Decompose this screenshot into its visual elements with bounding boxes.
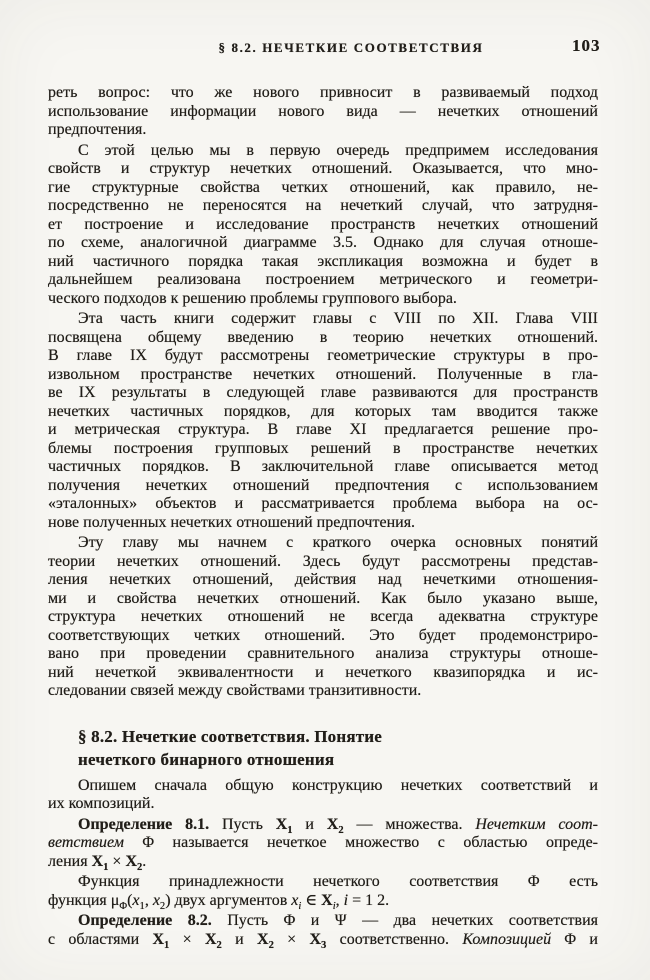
text-line: блемы построения групповых решений в пространстве нечетких xyxy=(48,439,598,457)
paragraph xyxy=(48,816,598,872)
text-line: извольном пространстве нечетких отношений. Полученные в гла- xyxy=(48,365,598,383)
paragraph xyxy=(48,534,598,701)
text-line: свойств и структур нечетких отношений. Оказывается, что мно- xyxy=(48,160,598,177)
text-line: ве IX результаты в следующей главе развиваются для пространств xyxy=(48,384,598,401)
text-line: ления $X_1 \times X_2$. xyxy=(48,852,147,873)
text-line: «эталонных» объектов и рассматривается проблема выбора на ос- xyxy=(48,495,598,512)
text-line: В главе IX будут рассмотрены геометрические структуры в про- xyxy=(48,347,598,364)
page-number: 103 xyxy=(572,36,601,55)
text-line: С этой целью мы в первую очередь предпримем исследования xyxy=(78,141,598,159)
section-heading-line: нечеткого бинарного отношения xyxy=(78,749,335,769)
text-line: посредственно не переносятся на нечеткий случай, что затрудня- xyxy=(48,197,598,214)
paragraph xyxy=(48,142,598,309)
paragraph xyxy=(48,84,598,140)
text-line: дальнейшем реализована построением метрического и геометри- xyxy=(48,271,598,288)
text-line: нечетких частичных порядков, для которых там вводится также xyxy=(48,402,598,420)
paragraph xyxy=(48,777,598,814)
text-line: Опишем сначала общую конструкцию нечетких соответствий и xyxy=(78,776,598,794)
text-line: и метрическая структура. В главе XI предлагается решение про- xyxy=(48,421,598,438)
text-line: их композиций. xyxy=(48,795,155,812)
paragraph xyxy=(48,873,598,910)
text-line: реть вопрос: что же нового привносит в развиваемый подход xyxy=(48,84,598,101)
text-line: Эта часть книги содержит главы с VIII по XII. Глава VIII xyxy=(78,310,598,327)
text-line: функция $\mu_\Phi(x_1$, $x_2$) двух аргументов $x_i$ ∈ $X_i$, i = 1 2. xyxy=(48,891,390,912)
text-line: Определение 8.2. Пусть Φ и Ψ — два нечетких соответствия xyxy=(78,912,598,929)
text-line: частичных порядков. В заключительной главе описывается метод xyxy=(48,458,598,475)
text-line: структура нечетких отношений не всегда адекватна структуре xyxy=(48,608,598,625)
text-line: ний нечеткой эквивалентности и нечеткого квазипорядка и ис- xyxy=(48,663,598,681)
text-line: посвящена общему введению в теорию нечетких отношений. xyxy=(48,328,598,346)
text-line: ческого подходов к решению проблемы группового выбора. xyxy=(48,289,457,307)
text-line: предпочтения. xyxy=(48,121,147,138)
text-line: Эту главу мы начнем с краткого очерка основных понятий xyxy=(78,534,598,551)
text-line: ми и свойства нечетких отношений. Как было указано выше, xyxy=(48,589,598,607)
text-line: ветствием Φ называется нечеткое множество с областью опреде- xyxy=(48,834,598,851)
text-line: по схеме, аналогичной диаграмме 3.5. Однако для случая отноше- xyxy=(48,234,598,251)
text-line: нове полученных нечетких отношений предпочтения. xyxy=(48,513,416,531)
text-line: следовании связей между свойствами транзитивности. xyxy=(48,682,422,699)
section-heading-line: § 8.2. Нечеткие соответствия. Понятие xyxy=(78,726,383,746)
text-line: использование информации нового вида — нечетких отношений xyxy=(48,102,598,120)
running-head: § 8.2. НЕЧЕТКИЕ СООТВЕТСТВИЯ xyxy=(218,40,484,55)
text-line: с областями $X_1 \times X_2$ и $X_2 \times X_3$ соответственно. Композицией Φ и xyxy=(48,930,598,951)
text-line: ний частичного порядка такая экспликация возможна и будет в xyxy=(48,252,598,270)
text-line: соответствующих четких отношений. Это будет продемонстриро- xyxy=(48,626,598,644)
text-line: получения нечетких отношений предпочтения с использованием xyxy=(48,476,598,494)
paragraph xyxy=(48,310,598,532)
text-line: ления нечетких отношений, действия над нечеткими отношения- xyxy=(48,571,598,588)
text-line: вано при проведении сравнительного анализа структуры отноше- xyxy=(48,645,598,662)
section-heading xyxy=(78,725,598,771)
text-line: Функция принадлежности нечеткого соответствия Φ есть xyxy=(78,873,598,890)
text-line: теории нечетких отношений. Здесь будут рассмотрены представ- xyxy=(48,552,598,570)
text-line: ет построение и исследование пространств нечетких отношений xyxy=(48,215,598,233)
text-line: Определение 8.1. Пусть $X_1$ и $X_2$ — множества. Нечетким соот- xyxy=(78,815,599,836)
page-text xyxy=(48,84,598,951)
paragraph xyxy=(48,912,598,949)
text-line: гие структурные свойства четких отношений, как правило, не- xyxy=(48,178,598,196)
